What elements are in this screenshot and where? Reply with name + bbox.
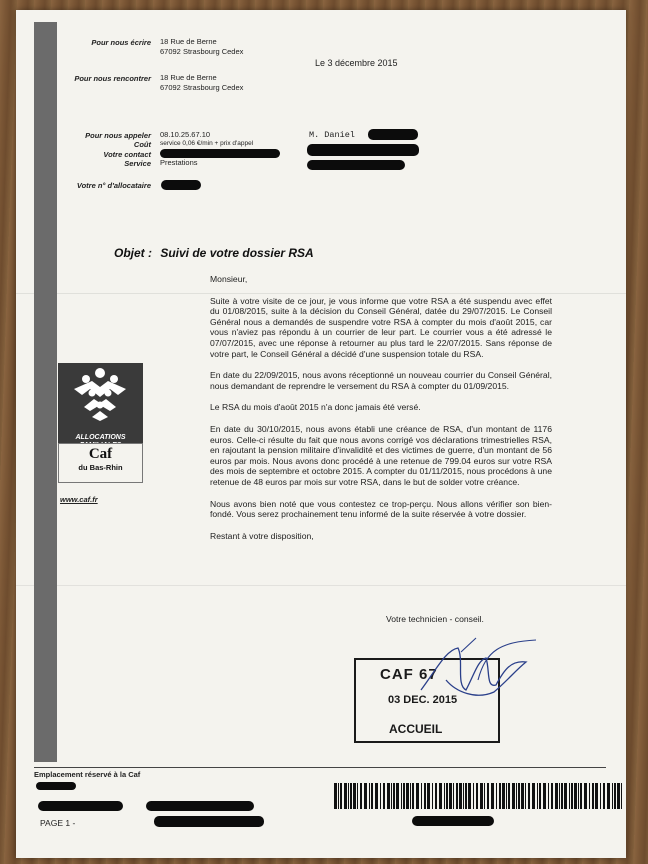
barcode-bar [449, 783, 452, 809]
barcode-bar [484, 783, 485, 809]
barcode-bar [446, 783, 448, 809]
barcode-bar [364, 783, 367, 809]
barcode-bar [357, 783, 358, 809]
barcode-bar [595, 783, 598, 809]
barcode-bar [463, 783, 464, 809]
barcode-bar [521, 783, 524, 809]
family-figures-icon [58, 363, 143, 423]
cout-value: service 0,06 €/min + prix d'appel [160, 140, 254, 147]
stamp-accueil: ACCUEIL [389, 722, 443, 736]
barcode-bar [435, 783, 437, 809]
barcode-bar [571, 783, 573, 809]
service-label: Service [124, 159, 151, 168]
barcode-bar [480, 783, 483, 809]
barcode-bar [353, 783, 356, 809]
body-paragraph: Suite à votre visite de ce jour, je vous informe que votre RSA a été suspendu avec effet du 01/08/2015, suite à la décision du Conseil Général, datée du 29/07/2015. Le Conseil Général nous a demandés de suspendre votre RSA à compter du mois d'août 2015, car vous n'aviez pas répondu à un courrier de leur part. Le courrier vous a été adressé le 07/07/2015, avec une réponse à retourner au plus tard le 22/07/2015. Sans réponse de votre part, le Conseil Général a décidé d'une suspension totale du RSA. [210, 295, 552, 359]
redaction-bar [146, 801, 254, 811]
letter-page [16, 10, 626, 858]
body-paragraph: En date du 22/09/2015, nous avons réceptionné un nouveau courrier du Conseil Général, nous demandant de reprendre le versement du RSA à compter du 01/09/2015. [210, 370, 552, 391]
redaction-bar [412, 816, 494, 826]
barcode-bar [516, 783, 517, 809]
allocataire-label: Votre n° d'allocataire [76, 181, 151, 190]
barcode-bar [403, 783, 405, 809]
barcode-bar [387, 783, 390, 809]
barcode-bar [468, 783, 471, 809]
barcode-bar [344, 783, 347, 809]
redaction-bar [160, 149, 280, 158]
barcode-bar [559, 783, 560, 809]
subject-label: Objet : [114, 246, 152, 260]
rencontrer-address [160, 73, 243, 93]
website-link[interactable]: www.caf.fr [60, 495, 98, 504]
barcode-bar [360, 783, 362, 809]
caf-department: du Bas-Rhin [78, 463, 123, 472]
barcode-bar [410, 783, 411, 809]
redaction-bar [161, 180, 201, 190]
subject-text: Suivi de votre dossier RSA [160, 246, 314, 260]
address-line: 67092 Strasbourg Cedex [160, 47, 244, 56]
barcode-bar [369, 783, 370, 809]
barcode-bar [574, 783, 577, 809]
rencontrer-label: Pour nous rencontrer [74, 74, 151, 83]
body-paragraph: Le RSA du mois d'août 2015 n'a donc jamais été versé. [210, 402, 421, 413]
barcode-bar [496, 783, 497, 809]
service-value: Prestations [160, 158, 198, 167]
caf-brand-box [58, 443, 143, 483]
barcode-bar [421, 783, 422, 809]
barcode-bar [607, 783, 610, 809]
barcode-bar [334, 783, 337, 809]
barcode-bar [592, 783, 594, 809]
barcode-bar [444, 783, 445, 809]
contact-label: Votre contact [103, 150, 151, 159]
body-paragraph: En date du 30/10/2015, nous avons établi une créance de RSA, d'un montant de 1176 euros. Celle-ci résulte du fait que nous avons corrigé vos déclarations trimestrielles RSA, en rajoutant la pension militaire d'invalidité et des victimes de guerre, d'un montant de 56 euros par mois. Nous avons donc procédé à une retenue de 799.04 euros sur votre RSA des mois de septembre et octobre 2015. A compter du 01/11/2015, nous procédons à une retenue de 48 euros par mois sur votre RSA, dans le but de solder votre créance. [210, 423, 552, 487]
barcode-bar [617, 783, 620, 809]
address-line: 67092 Strasbourg Cedex [160, 83, 244, 92]
fold-line [16, 585, 626, 586]
barcode-bar [380, 783, 381, 809]
address-line: 18 Rue de Berne [160, 37, 217, 46]
address-line: 18 Rue de Berne [160, 73, 217, 82]
handwritten-signature [416, 630, 546, 710]
barcode-bar [473, 783, 474, 809]
barcode-bar [371, 783, 373, 809]
barcode-bar [537, 783, 538, 809]
emplacement-label: Emplacement réservé à la Caf [34, 770, 141, 779]
barcode-bar [532, 783, 535, 809]
barcode-bar [555, 783, 558, 809]
body-paragraph: Restant à votre disposition, [210, 530, 314, 541]
barcode-bar [499, 783, 501, 809]
closing-signature: Votre technicien - conseil. [386, 614, 484, 624]
salutation: Monsieur, [210, 274, 248, 284]
caf-brand: Caf [88, 446, 113, 462]
barcode-bar [603, 783, 605, 809]
barcode-bar [612, 783, 613, 809]
barcode-bar [453, 783, 454, 809]
barcode-bar [578, 783, 579, 809]
redaction-bar [368, 129, 418, 140]
redaction-bar [154, 816, 264, 827]
letter-body [210, 274, 552, 541]
appeler-value: 08.10.25.67.10 [160, 130, 211, 139]
recipient-name: M. Daniel [309, 130, 355, 140]
barcode-bar [401, 783, 402, 809]
barcode-bar [551, 783, 553, 809]
barcode-bar [427, 783, 430, 809]
barcode-bar [589, 783, 590, 809]
barcode-bar [383, 783, 385, 809]
barcode-bar [406, 783, 409, 809]
barcode-bar [491, 783, 494, 809]
barcode-bar [439, 783, 442, 809]
redaction-bar [307, 144, 419, 156]
barcode-bar [569, 783, 570, 809]
barcode-bar [393, 783, 395, 809]
barcode-bar [375, 783, 378, 809]
barcode-bar [350, 783, 352, 809]
barcode-bar [512, 783, 515, 809]
ecrire-label: Pour nous écrire [91, 38, 151, 47]
page-number: PAGE 1 - [40, 818, 76, 828]
redaction-bar [307, 160, 405, 170]
barcode-bar [614, 783, 616, 809]
barcode-bar [476, 783, 478, 809]
barcode-bar [502, 783, 505, 809]
barcode-bar [391, 783, 392, 809]
barcode-bar [548, 783, 549, 809]
barcode-bar [543, 783, 546, 809]
barcode-bar [508, 783, 510, 809]
cout-label: Coût [133, 140, 151, 149]
barcode-bar [432, 783, 433, 809]
barcode-bar [338, 783, 339, 809]
stamp-title: CAF 67 [380, 666, 438, 683]
barcode-bar [506, 783, 507, 809]
barcode-bar [539, 783, 541, 809]
redaction-bar [38, 801, 123, 811]
barcode-bar [580, 783, 582, 809]
barcode-bar [459, 783, 462, 809]
barcode-bar [600, 783, 601, 809]
barcode-bar [525, 783, 526, 809]
barcode-bar [465, 783, 467, 809]
barcode-bar [518, 783, 520, 809]
barcode-bar [416, 783, 419, 809]
barcode-bar [456, 783, 458, 809]
ecrire-address [160, 37, 243, 57]
barcode-bar [487, 783, 489, 809]
barcode-bar [561, 783, 563, 809]
barcode-bar [396, 783, 399, 809]
body-paragraph: Nous avons bien noté que vous contestez ce trop-perçu. Nous allons vérifier son bien-fondé. Vous serez prochainement tenu informé de la suite réservée à votre dossier. [210, 498, 552, 520]
barcode-bar [348, 783, 349, 809]
barcode-bar [564, 783, 567, 809]
appeler-label: Pour nous appeler [85, 131, 151, 140]
logo-line1: ALLOCATIONS [75, 434, 126, 441]
barcode-bar [340, 783, 342, 809]
footer-divider [34, 767, 606, 768]
barcode-bar [528, 783, 530, 809]
stamp-date: 03 DEC. 2015 [388, 694, 458, 706]
barcode-bar [412, 783, 414, 809]
subject-line [114, 246, 314, 260]
barcode-bar [621, 783, 622, 809]
barcode-bar [584, 783, 587, 809]
barcode-bar [424, 783, 426, 809]
redaction-bar [36, 782, 76, 790]
barcode [334, 783, 624, 809]
letter-date: Le 3 décembre 2015 [315, 58, 398, 68]
